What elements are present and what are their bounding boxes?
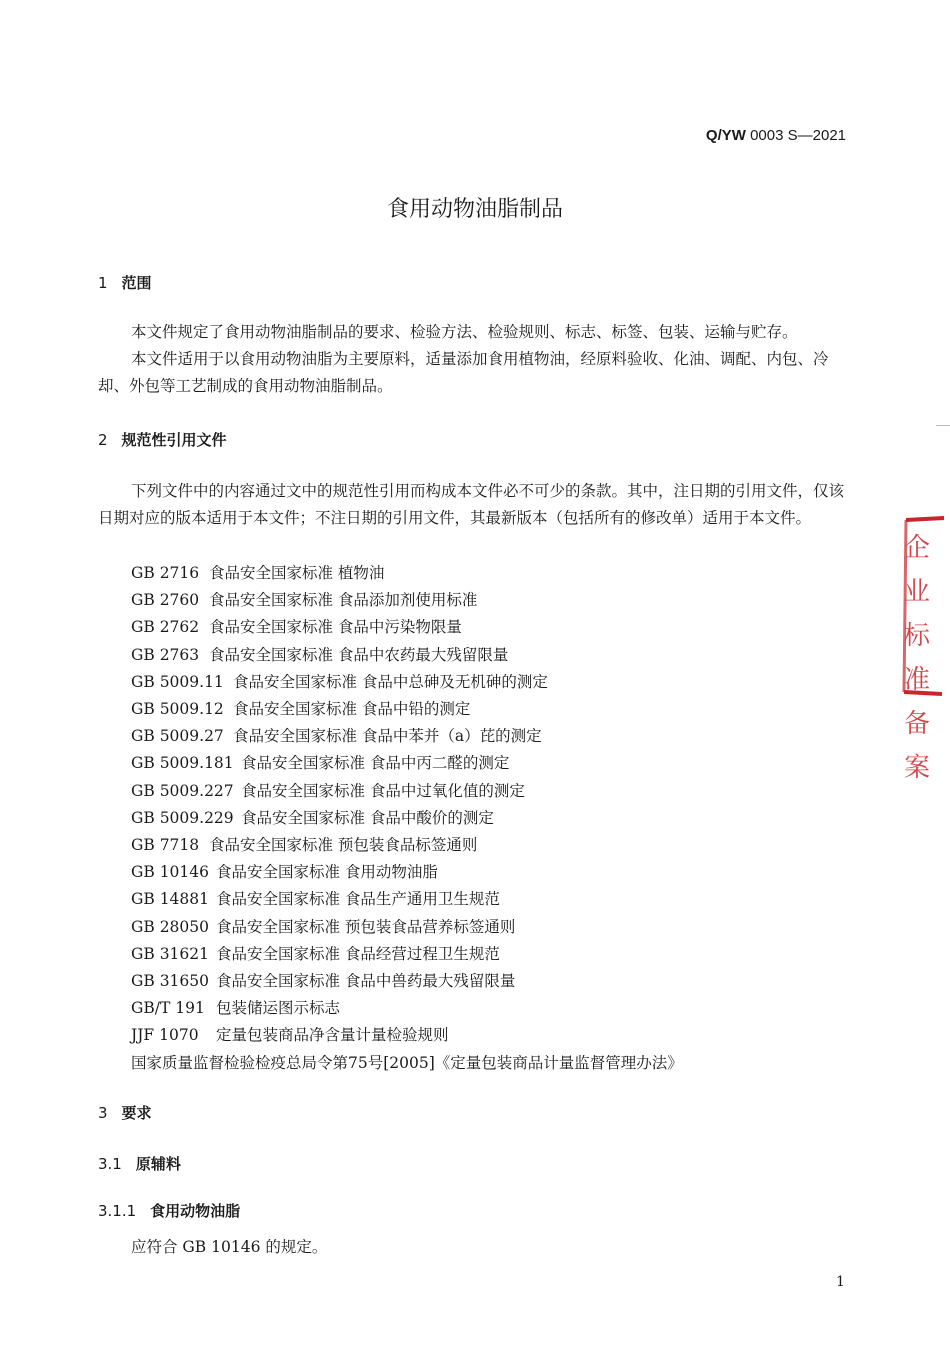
section-1-paragraph-1: 本文件规定了食用动物油脂制品的要求、检验方法、检验规则、标志、标签、包装、运输与贮存。 bbox=[131, 323, 798, 341]
section-2-heading: 2 规范性引用文件 bbox=[98, 431, 227, 449]
standard-code: Q/YW 0003 S—2021 bbox=[705, 127, 846, 144]
section-1-paragraph-2: 本文件适用于以食用动物油脂为主要原料，适量添加食用植物油，经原料验收、化油、调配、内包、冷却、外包等工艺制成的食用动物油脂制品。 bbox=[98, 350, 829, 395]
section-1-heading: 1 范围 bbox=[98, 274, 152, 292]
reference-item: GB 5009.11 食品安全国家标准 食品中总砷及无机砷的测定 bbox=[131, 672, 548, 691]
reference-item: JJF 1070 定量包装商品净含量计量检验规则 bbox=[131, 1026, 449, 1045]
section-3-1-1-text: 应符合 GB 10146 的规定。 bbox=[131, 1238, 328, 1256]
reference-item: GB 5009.181 食品安全国家标准 食品中丙二醛的测定 bbox=[131, 754, 510, 773]
reference-item: GB 31650 食品安全国家标准 食品中兽药最大残留限量 bbox=[131, 972, 516, 991]
reference-item: GB 2760 食品安全国家标准 食品添加剂使用标准 bbox=[131, 591, 478, 610]
section-3-heading: 3 要求 bbox=[98, 1104, 152, 1122]
reference-item: GB 5009.12 食品安全国家标准 食品中铅的测定 bbox=[131, 700, 471, 719]
normative-reference-list bbox=[131, 560, 683, 1077]
section-3-1-1-heading: 3.1.1 食用动物油脂 bbox=[98, 1202, 241, 1220]
reference-item: GB 2762 食品安全国家标准 食品中污染物限量 bbox=[131, 618, 462, 637]
reference-item: GB 5009.27 食品安全国家标准 食品中苯并（a）芘的测定 bbox=[131, 727, 542, 746]
reference-item: GB 2763 食品安全国家标准 食品中农药最大残留限量 bbox=[131, 645, 509, 664]
scan-edge-mark bbox=[936, 425, 950, 456]
reference-item: GB 2716 食品安全国家标准 植物油 bbox=[131, 564, 385, 582]
stamp-text: 企业标准备案 bbox=[904, 533, 931, 783]
reference-item: GB 10146 食品安全国家标准 食用动物油脂 bbox=[131, 863, 438, 882]
reference-item: GB 31621 食品安全国家标准 食品经营过程卫生规范 bbox=[131, 944, 500, 963]
decree-reference: 国家质量监督检验检疫总局令第75号[2005]《定量包装商品计量监督管理办法》 bbox=[131, 1053, 683, 1072]
reference-item: GB 5009.229 食品安全国家标准 食品中酸价的测定 bbox=[131, 808, 494, 827]
reference-item: GB 5009.227 食品安全国家标准 食品中过氧化值的测定 bbox=[131, 781, 525, 800]
page-number: 1 bbox=[836, 1274, 845, 1290]
reference-item: GB 28050 食品安全国家标准 预包装食品营养标签通则 bbox=[131, 917, 516, 936]
reference-item: GB/T 191 包装储运图示标志 bbox=[131, 999, 341, 1018]
registration-stamp bbox=[898, 512, 946, 783]
reference-item: GB 7718 食品安全国家标准 预包装食品标签通则 bbox=[131, 836, 478, 855]
document-title: 食用动物油脂制品 bbox=[386, 197, 563, 222]
reference-item: GB 14881 食品安全国家标准 食品生产通用卫生规范 bbox=[131, 890, 500, 909]
section-2-intro: 下列文件中的内容通过文中的规范性引用而构成本文件必不可少的条款。其中，注日期的引用文件，仅该日期对应的版本适用于本文件；不注日期的引用文件，其最新版本（包括所有的修改单）适用于本文件。 bbox=[98, 482, 845, 527]
section-3-1-heading: 3.1 原辅料 bbox=[98, 1155, 181, 1173]
